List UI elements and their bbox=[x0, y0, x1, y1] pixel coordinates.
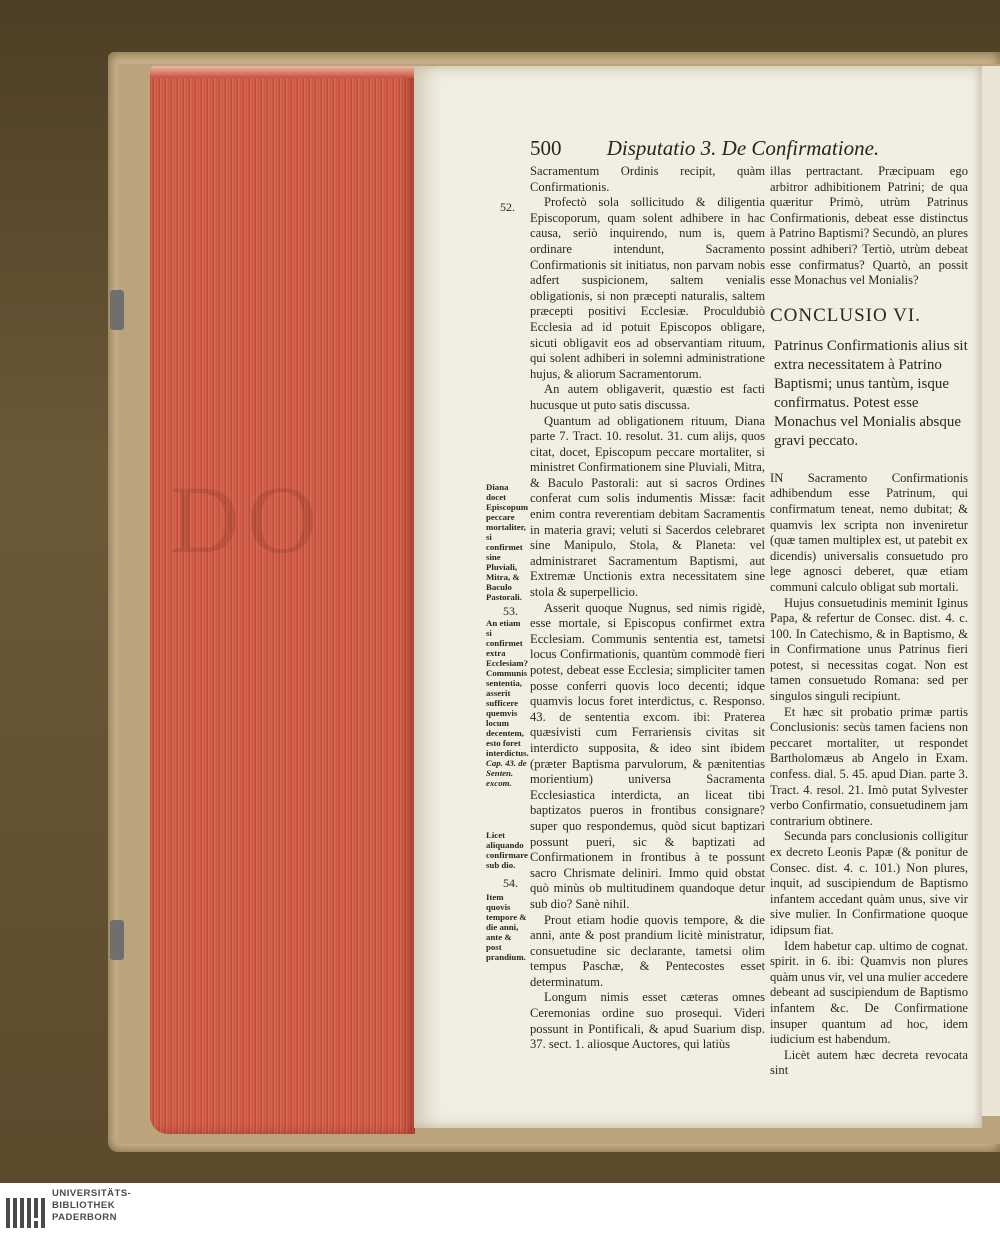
clasp-upper bbox=[110, 290, 124, 330]
footer-bar bbox=[0, 1183, 1000, 1233]
paragraph: Hujus consuetudinis meminit Iginus Papa, & refertur de Consec. dist. 4. c. 100. In Catechismo, & in Baptismo, & in Confirmatione unus Patrinus fieri potest, si necessitas cogat. Non est tamen consuetudo Romana: sed per singulos singuli recipiunt. bbox=[770, 595, 968, 704]
ink-bleed-text: DO bbox=[170, 466, 325, 573]
red-page-edges bbox=[150, 66, 415, 1134]
library-name-line3: PADERBORN bbox=[52, 1212, 118, 1223]
library-name-line1: UNIVERSITÄTS- bbox=[52, 1188, 132, 1199]
margin-note-licet: Licet aliquando confirmare sub dio. bbox=[486, 830, 528, 870]
conclusio-thesis: Patrinus Confirmationis alius sit extra necessitatem à Patrino Baptismi; unus tantùm, isque confirmatus. Potest esse Monachus vel Monialis absque gravi peccato. bbox=[774, 337, 968, 449]
clasp-lower bbox=[110, 920, 124, 960]
paragraph: Licèt autem hæc decreta revocata sint bbox=[770, 1047, 968, 1078]
paragraph: Profectò sola sollicitudo & diligentia Episcoporum, quam solent adhibere in hac causa, seriò inquirendo, num is, quem ordinare intendunt, Sacramento Confirmationis sit initiatus, non parvam nobis adfert suspicionem, saltem venialis obligationis, si non præcepti naturalis, saltem præcepti positivi Ecclesiæ. Proculdubiò Ecclesia ad id potuit Episcopos obligare, sicuti obligavit eos ad observantiam rituum, qui solent adhiberi in solemni administratione hujus, & aliorum Sacramentorum. bbox=[530, 195, 765, 381]
paragraph: An autem obligaverit, quæstio est facti hucusque ut puto satis discussa. bbox=[530, 382, 765, 412]
margin-number-54: 54. bbox=[503, 876, 518, 890]
margin-note-communis: Communis sententia, asserit sufficere quemvis locum decentem, esto foret interdictus. bbox=[486, 668, 529, 758]
paragraph: Secunda pars conclusionis colligitur ex decreto Leonis Papæ (& ponitur de Consec. dist. 4. c. 101.) Non plures, inquit, ad suscipiendum de Baptismo infantem accedant quàm unus, sive vir sive mulier. In Confirmatione quoque idipsum fiat. bbox=[770, 829, 968, 937]
conclusio-heading: CONCLUSIO VI. bbox=[770, 304, 921, 326]
paragraph: Longum nimis esset cæteras omnes Ceremonias ordine suo prosequi. Videri possunt in Pontificali, & apud Suarium disp. 37. sect. 1. aliosque Auctores, qui latiùs bbox=[530, 990, 765, 1052]
right-column bbox=[770, 164, 968, 1079]
page-header bbox=[530, 136, 879, 161]
library-name bbox=[52, 1188, 131, 1224]
margin-note-diana: Diana docet Episcopum peccare mortaliter, si confirmet sine Pluviali, Mitra, & Baculo Pastorali. bbox=[486, 482, 529, 602]
paragraph: Quantum ad obligationem rituum, Diana parte 7. Tract. 10. resolut. 31. cum alijs, quos citat, docet, Episcopum peccare mortaliter, si ministret Confirmationem sine Pluviali, Mitra, & Baculo Pastorali: aut si sacros Ordines conferat cum solis indumentis Missæ: facit enim contra reverentiam debitam Sacramentis in materia gravi; veluti si Sacerdos celebraret sine Manipulo, Stola, & Planeta: vel administraret Sacramentum Baptismi, aut Extremæ Unctionis extra necessitatem sine stola & superpellicio. bbox=[530, 413, 765, 600]
paragraph: Asserit quoque Nugnus, sed nimis rigidè, esse mortale, si Episcopus confirmet extra Ecclesiam. Communis sententia est, tametsi locus Confirmationis, quantùm commodè fieri potest, debeat esse Ecclesia; simpliciter tamen posse conferri quovis loco decenti; idque quamvis locus foret interdictus, c. Responso. 43. de sententia excom. ibi: Praterea quæsivisti cum Ferrariensis civitas sit interdicto supposita, & ideo sint ibidem (præter Baptisma parvulorum, & pænitentias morientium) universa Sacramenta Ecclesiastica interdicta, an liceat tibi baptizatos pueros in frontibus consignare? super quo respondemus, quòd sicut baptizari possunt pueri, sic & baptizati ad Confirmationem in frontibus à te possunt sacro Chrismate deliniri. Immo quid obstat quò minùs ob multitudinem quandoque detur sub dio? Sanè nihil. bbox=[530, 600, 765, 911]
paragraph: Et hæc sit probatio primæ partis Conclusionis: secùs tamen faciens non peccaret mortaliter, ut respondet Bartholomæus ab Angelo in Exam. confess. dial. 5. 45. apud Dian. parte 3. Tract. 4. resol. 21. Imò putat Sylvester verbo Confirmatio, consuetudinem jam contrarium obtinere. bbox=[770, 704, 968, 828]
library-name-line2: BIBLIOTHEK bbox=[52, 1200, 116, 1211]
paragraph: Sacramentum Ordinis recipit, quàm Confirmationis. bbox=[530, 164, 765, 194]
running-title: Disputatio 3. De Confirmatione. bbox=[606, 136, 880, 160]
page-edges-top bbox=[150, 66, 415, 78]
paragraph: illas pertractant. Præcipuam ego arbitror adhibitionem Patrini; de qua quæritur Primò, utrùm Patrinus Confirmationis, debeat esse distinctus à Patrino Baptismi? Secundò, an plures possint adhiberi? Tertiò, utrùm debeat esse confirmatus? Quartò, an possit esse Monachus vel Monialis? bbox=[770, 164, 968, 288]
margin-note-53: An etiam si confirmet extra Ecclesiam? bbox=[486, 618, 529, 668]
library-logo-icon bbox=[6, 1190, 46, 1228]
page-number: 500 bbox=[530, 136, 562, 160]
margin-number-52: 52. bbox=[500, 200, 515, 214]
paragraph: Prout etiam hodie quovis tempore, & die anni, ante & post prandium licitè ministratur, consuetudine sic declarante, tametsi olim tempus Paschæ, & Pentecostes esset determinatum. bbox=[530, 912, 765, 989]
margin-note-cap: Cap. 43. de Senten. excom. bbox=[486, 758, 527, 788]
facing-page-edge bbox=[982, 66, 1000, 1116]
paragraph: Idem habetur cap. ultimo de cognat. spirit. in 6. ibi: Quamvis non plures quàm unus vir, vel una mulier accedere debeant ad suscipiendum de Baptismo infantem &c. De Confirmatione insuper quantum ad hoc, idem iudicium est habendum. bbox=[770, 938, 968, 1047]
margin-number-53: 53. bbox=[503, 604, 518, 618]
margin-note-54: Item quovis tempore & die anni, ante & post prandium. bbox=[486, 892, 527, 962]
paragraph: IN Sacramento Confirmationis adhibendum esse Patrinum, qui confirmatum teneat, nemo dubitat; & quamvis lex scripta non inveniretur (quæ tamen multiplex est, ut patebit ex dicendis) universalis consuetudo pro lege agnosci deberet, quæ etiam communi calculo obligat sub mortali. bbox=[770, 470, 968, 594]
left-column bbox=[530, 164, 765, 1053]
